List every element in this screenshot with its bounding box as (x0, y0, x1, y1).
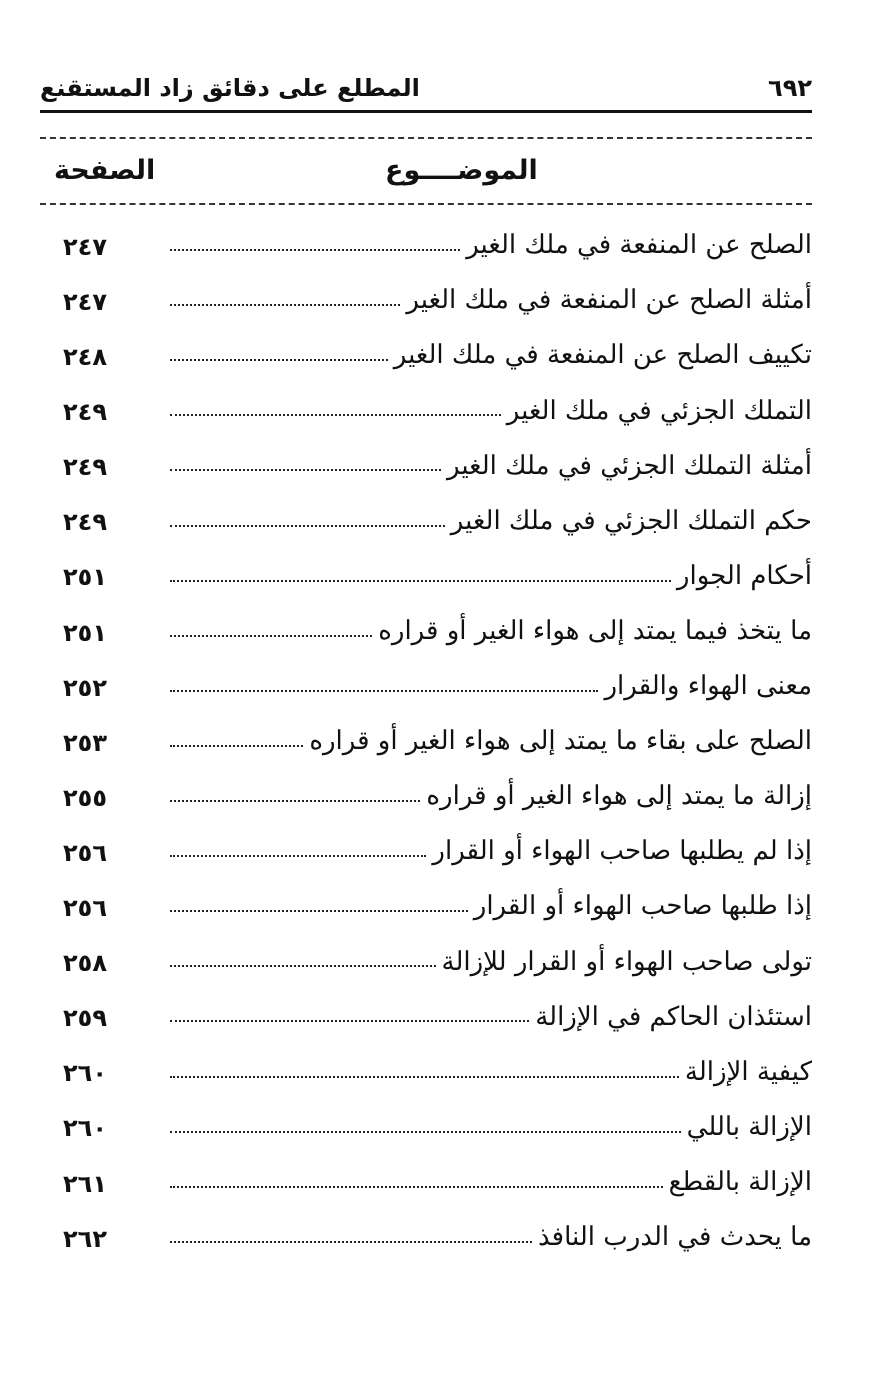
dot-leader (170, 413, 501, 416)
toc-entry (40, 1034, 812, 1089)
toc-entry (40, 704, 812, 759)
toc-entry-page: ٢٥٦ (63, 838, 107, 867)
dot-leader (170, 854, 426, 857)
dot-leader (170, 964, 436, 967)
toc-entry-page: ٢٥١ (63, 563, 107, 592)
dot-leader (170, 799, 420, 802)
toc-entry-page: ٢٦١ (63, 1169, 107, 1198)
dot-leader (170, 248, 460, 251)
toc-entry-page: ٢٦٢ (63, 1224, 107, 1253)
toc-entry (40, 924, 812, 979)
toc-entry (40, 208, 812, 263)
toc-entry (40, 373, 812, 428)
toc-entry-page: ٢٤٩ (63, 398, 107, 427)
toc-entry (40, 1200, 812, 1255)
topic-column-header: الموضــــوع (385, 155, 538, 186)
dot-leader (170, 1019, 529, 1022)
toc-entry-topic: إذا لم يطلبها صاحب الهواء أو القرار (432, 836, 812, 867)
toc-entry (40, 428, 812, 483)
page-column-header: الصفحة (54, 155, 156, 186)
toc-entry-topic: معنى الهواء والقرار (604, 671, 812, 702)
toc-entry-page: ٢٦٠ (63, 1059, 107, 1088)
toc-entry-page: ٢٥١ (63, 618, 107, 647)
toc-entry-page: ٢٥٨ (63, 949, 107, 978)
toc-entry-page: ٢٦٠ (63, 1114, 107, 1143)
toc-entry (40, 649, 812, 704)
toc-entry (40, 318, 812, 373)
dashed-divider-top (40, 137, 812, 139)
toc-entry (40, 594, 812, 649)
toc-entry (40, 1145, 812, 1200)
toc-list (40, 208, 812, 1255)
column-headers (40, 155, 812, 195)
toc-entry-topic: أمثلة التملك الجزئي في ملك الغير (446, 450, 812, 481)
dot-leader (170, 1075, 679, 1078)
dashed-divider-bottom (40, 203, 812, 205)
toc-entry-topic: أحكام الجوار (676, 560, 812, 591)
toc-entry (40, 759, 812, 814)
toc-entry-page: ٢٥٢ (63, 673, 107, 702)
dot-leader (170, 468, 441, 471)
dot-leader (170, 579, 671, 582)
toc-entry-topic: التملك الجزئي في ملك الغير (506, 395, 812, 426)
toc-entry (40, 869, 812, 924)
toc-entry-topic: استئذان الحاكم في الإزالة (535, 1001, 812, 1032)
dot-leader (170, 358, 388, 361)
toc-entry (40, 814, 812, 869)
page (40, 60, 812, 1310)
toc-entry-page: ٢٥٦ (63, 894, 107, 923)
toc-entry-topic: الصلح على بقاء ما يمتد إلى هواء الغير أو قراره (309, 726, 812, 757)
toc-entry-page: ٢٥٩ (63, 1004, 107, 1033)
toc-entry-page: ٢٥٥ (63, 783, 107, 812)
dot-leader (170, 744, 303, 747)
toc-entry (40, 539, 812, 594)
dot-leader (170, 303, 400, 306)
toc-entry-page: ٢٤٧ (63, 232, 107, 261)
dot-leader (170, 634, 372, 637)
toc-entry-topic: أمثلة الصلح عن المنفعة في ملك الغير (406, 285, 812, 316)
toc-entry-page: ٢٤٧ (63, 288, 107, 316)
dot-leader (170, 1240, 532, 1243)
dot-leader (170, 909, 468, 912)
toc-entry-page: ٢٥٣ (63, 728, 107, 757)
toc-entry-topic: الصلح عن المنفعة في ملك الغير (466, 230, 812, 261)
toc-entry-topic: الإزالة باللي (686, 1111, 812, 1142)
page-number: ٦٩٢ (768, 74, 812, 102)
toc-entry-page: ٢٤٩ (63, 508, 107, 537)
toc-entry-topic: حكم التملك الجزئي في ملك الغير (450, 505, 812, 536)
running-header (40, 74, 812, 113)
toc-entry (40, 263, 812, 318)
dot-leader (170, 524, 445, 527)
toc-entry-topic: تولى صاحب الهواء أو القرار للإزالة (441, 946, 812, 977)
dot-leader (170, 689, 598, 692)
toc-entry (40, 1090, 812, 1145)
toc-entry (40, 483, 812, 538)
toc-entry-topic: كيفية الإزالة (684, 1056, 812, 1087)
toc-entry (40, 979, 812, 1034)
toc-entry-page: ٢٤٨ (63, 343, 107, 372)
toc-entry-topic: إزالة ما يمتد إلى هواء الغير أو قراره (426, 781, 812, 812)
toc-entry-topic: الإزالة بالقطع (668, 1166, 812, 1197)
dot-leader (170, 1130, 681, 1133)
dot-leader (170, 1185, 663, 1188)
book-title: المطلع على دقائق زاد المستقنع (40, 74, 420, 102)
toc-entry-page: ٢٤٩ (63, 453, 107, 482)
toc-entry-topic: ما يحدث في الدرب النافذ (538, 1221, 812, 1252)
toc-entry-topic: إذا طلبها صاحب الهواء أو القرار (473, 891, 812, 922)
toc-entry-topic: ما يتخذ فيما يمتد إلى هواء الغير أو قراره (378, 615, 812, 646)
toc-entry-topic: تكييف الصلح عن المنفعة في ملك الغير (393, 340, 812, 371)
